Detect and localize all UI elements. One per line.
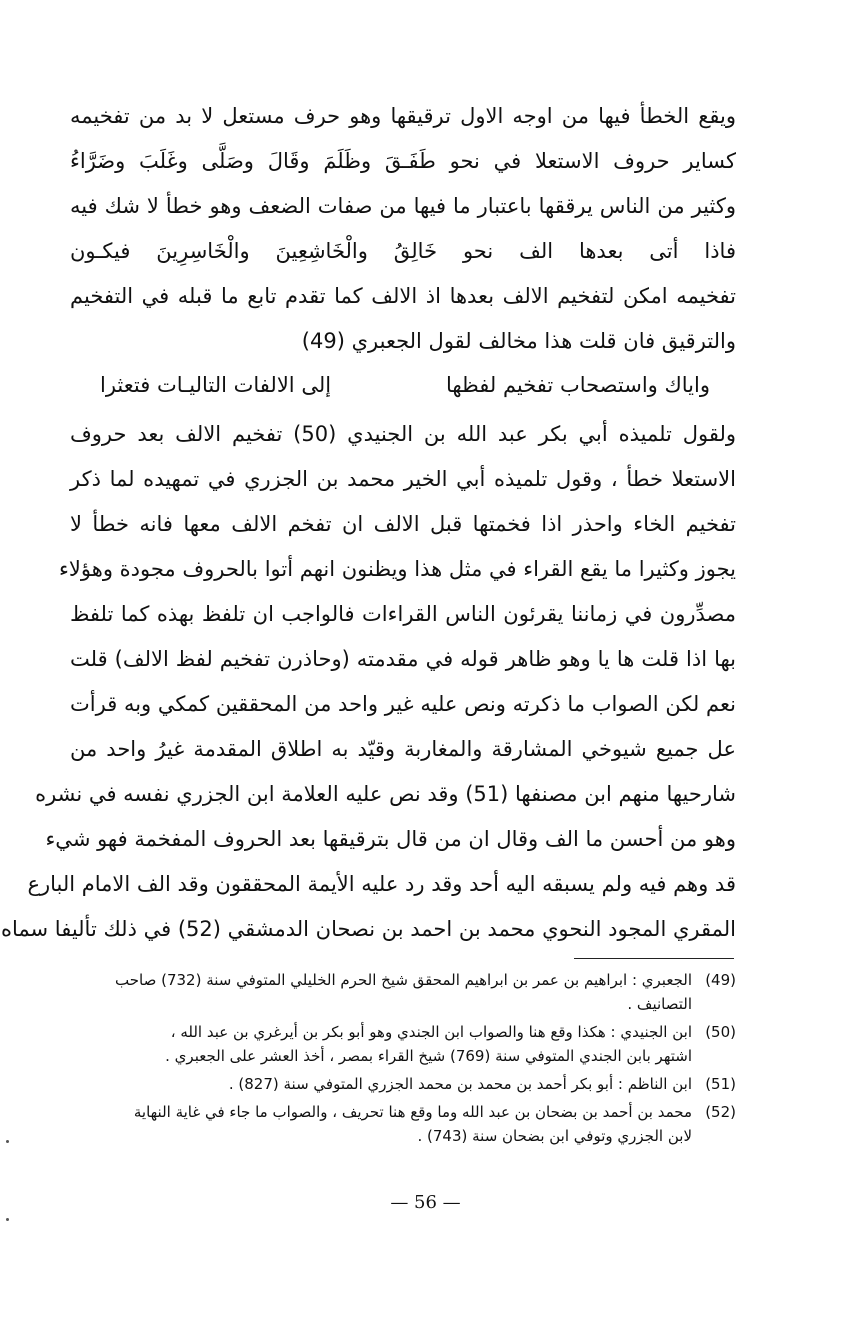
text-line: ولقول تلميذه أبي بكر عبد الله بن الجنيدي (50) تفخيم الالف بعد حروف (70, 422, 736, 446)
footnote-number: (51) (705, 1075, 736, 1093)
poetry-verse (100, 363, 710, 407)
text-line: عل جميع شيوخي المشارقة والمغاربة وقيّد به اطلاق المقدمة غيرُ واحد من (70, 737, 736, 761)
text-line: نعم لكن الصواب ما ذكرته ونص عليه غير واحد من المحققين كمكي وبه قرأت (70, 692, 736, 716)
text-line: المقري المجود النحوي محمد بن احمد بن نصحان الدمشقي (52) في ذلك تأليفا سماه (0, 917, 736, 941)
footnote-line: التصانيف . (627, 995, 692, 1013)
text-line: تفخيم الخاء واحذر اذا فخمتها قبل الالف ان تفخم الالف معها فانه خطأ لا (70, 512, 736, 536)
footnote (70, 1020, 736, 1068)
footnote-number: (49) (705, 971, 736, 989)
text-line: مصدِّرون في زماننا يقرئون الناس القراءات فالواجب ان تلفظ بهذه كما تلفظ (70, 602, 736, 626)
body-text-top (70, 94, 736, 364)
footnote (70, 1100, 736, 1148)
text-line: بها اذا قلت ها يا وهو ظاهر قوله في مقدمته (وحاذرن تفخيم لفظ الالف) قلت (70, 647, 736, 671)
text-line: كساير حروف الاستعلا في نحو طَفَـقَ وظَلَمَ وقَالَ وصَلَّى وغَلَبَ وضَرَّاءُ (70, 149, 736, 173)
footnote (70, 968, 736, 1016)
text-line: يجوز وكثيرا ما يقع القراء في مثل هذا ويظنون انهم أتوا بالحروف مجودة وهؤلاء (59, 557, 736, 581)
scan-speck (6, 1140, 9, 1143)
footnote-line: ابن الجنيدي : هكذا وقع هنا والصواب ابن الجندي وهو أبو بكر بن أيرغري بن عبد الله ، (170, 1023, 692, 1041)
footnotes (70, 968, 736, 1148)
footnote (70, 1072, 736, 1096)
verse-first-hemistich: واياك واستصحاب تفخيم لفظها (445, 373, 710, 397)
footnote-line: محمد بن أحمد بن بضحان بن عبد الله وما وقع هنا تحريف ، والصواب ما جاء في غاية النهاية (133, 1103, 692, 1121)
body-text-bottom (0, 412, 736, 952)
text-line: وكثير من الناس يرققها باعتبار ما فيها من صفات الضعف وهو خطأ لا شك فيه (70, 194, 736, 218)
text-line: شارحيها منهم ابن مصنفها (51) وقد نص عليه العلامة ابن الجزري نفسه في نشره (35, 782, 736, 806)
footnote-line: ابن الناظم : أبو بكر أحمد بن محمد بن محمد الجزري المتوفي سنة (827) . (228, 1075, 692, 1093)
text-line: تفخيمه امكن لتفخيم الالف بعدها اذ الالف كما تقدم تابع ما قبله في التفخيم (70, 284, 736, 308)
text-line: الاستعلا خطأ ، وقول تلميذه أبي الخير محمد بن الجزري في تمهيده لما ذكر (70, 467, 736, 491)
page-number: — 56 — (390, 1192, 461, 1213)
footnote-line: اشتهر بابن الجندي المتوفي سنة (769) شيخ القراء بمصر ، أخذ العشر على الجعبري . (165, 1047, 692, 1065)
footnote-line: الجعبري : ابراهيم بن عمر بن ابراهيم المحقق شيخ الحرم الخليلي المتوفي سنة (732) صاحب (115, 971, 692, 989)
verse-second-hemistich: إلى الالفات التاليـات فتعثرا (100, 373, 332, 397)
footnote-line: لابن الجزري وتوفي ابن بضحان سنة (743) . (417, 1127, 692, 1145)
text-line: والترقيق فان قلت هذا مخالف لقول الجعبري (49) (301, 329, 736, 353)
scan-speck (6, 1218, 9, 1221)
text-line: قد وهم فيه ولم يسبقه اليه أحد وقد رد عليه الأيمة المحققون وقد الف الامام البارع (27, 872, 736, 896)
footnote-number: (50) (705, 1023, 736, 1041)
text-line: ويقع الخطأ فيها من اوجه الاول ترقيقها وهو حرف مستعل لا بد من تفخيمه (70, 104, 736, 128)
footnote-number: (52) (705, 1103, 736, 1121)
text-line: وهو من أحسن ما الف وقال ان من قال بترقيقها بعد الحروف المفخمة فهو شيء (45, 827, 736, 851)
text-line: فاذا أتى بعدها الف نحو خَالِقُ والْخَاشِعِينَ والْخَاسِرِينَ فيكـون (70, 239, 736, 263)
footnote-divider (574, 958, 734, 959)
